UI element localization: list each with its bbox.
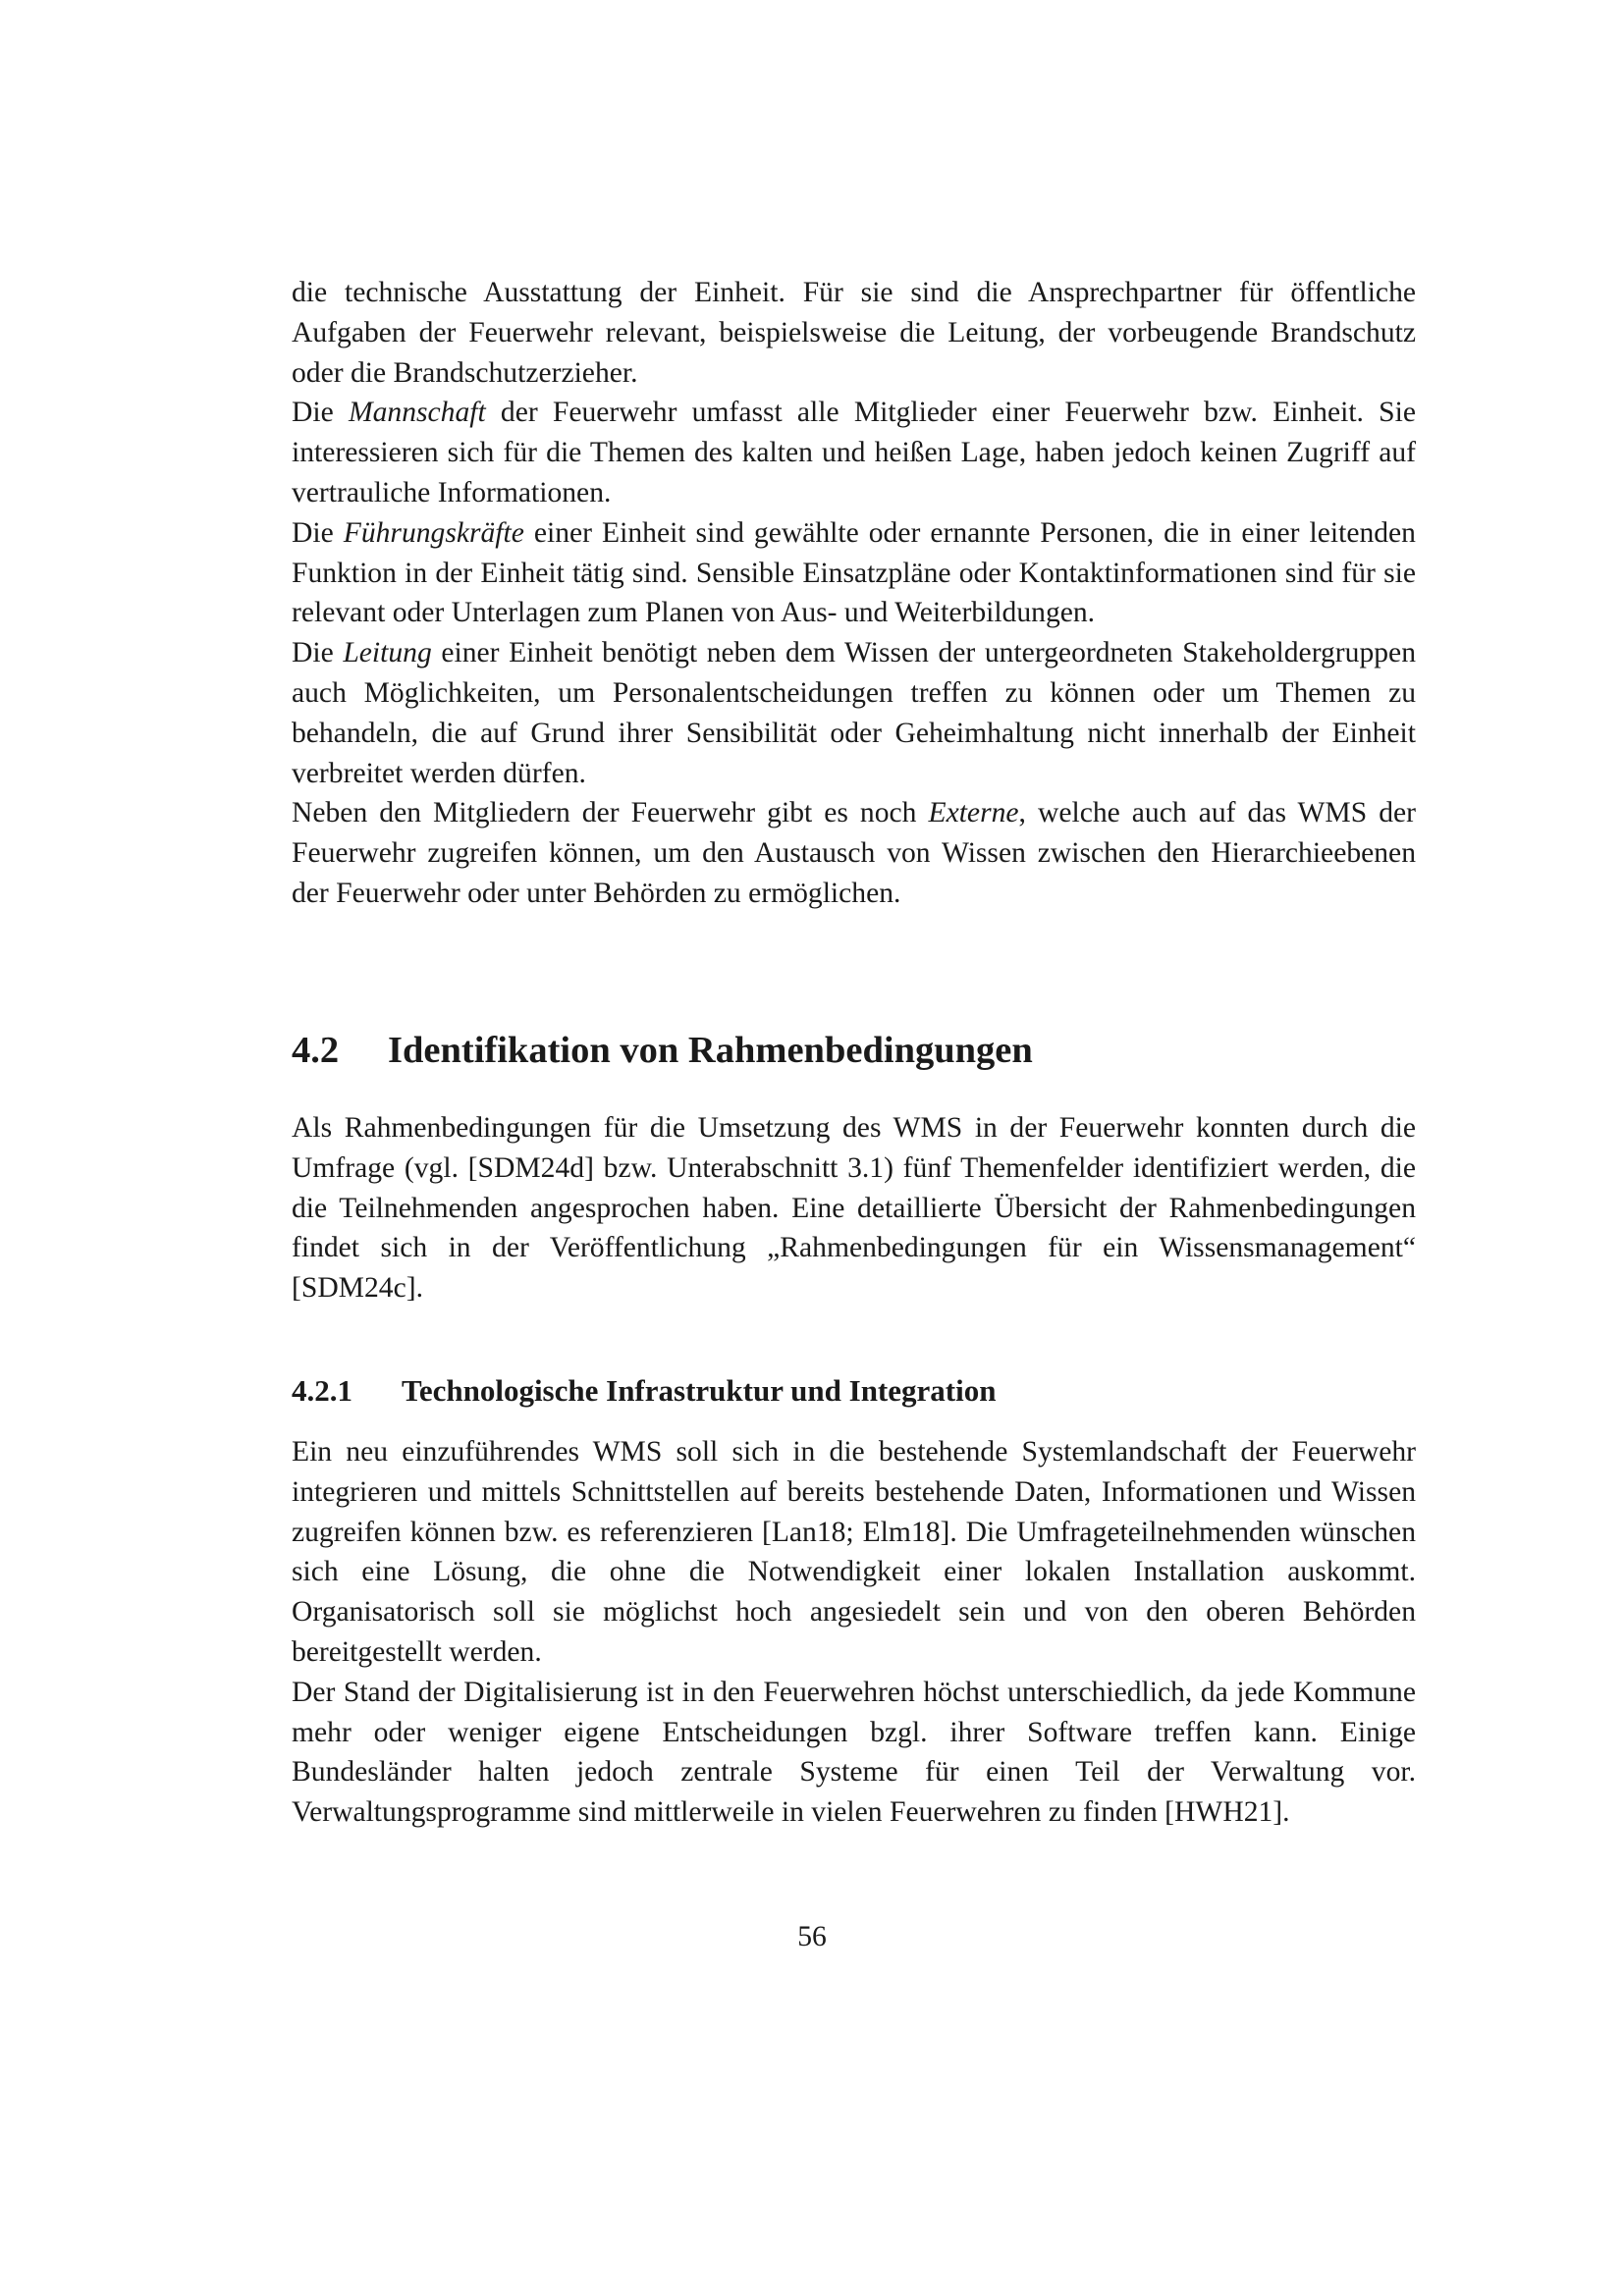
- text-run: Die: [292, 637, 344, 669]
- section-heading: [292, 1026, 1033, 1075]
- intro-paragraph-2: [292, 393, 1416, 512]
- subsection-heading: [292, 1371, 996, 1411]
- subsection-paragraph-2: Der Stand der Digitalisierung ist in den Feuerwehren höchst unterschiedlich, da jede Kommune mehr oder weniger eigene Entscheidungen bzgl. ihrer Software treffen kann. Einige Bundesländer halten jedoch zentrale Systeme für einen Teil der Verwaltung vor. Verwaltungsprogramme sind mittlerweile in vielen Feuerwehren zu finden [HWH21].: [292, 1676, 1416, 1829]
- text-run: der Feuerwehr umfasst alle Mitglieder einer Feuerwehr bzw. Einheit. Sie interessieren sich für die Themen des kalten und heißen Lage, haben jedoch keinen Zugriff auf vertrauliche Informationen.: [292, 397, 1416, 508]
- subsection-title: Technologische Infrastruktur und Integration: [402, 1373, 997, 1408]
- term-mannschaft: Mannschaft: [348, 397, 486, 429]
- subsection-paragraph-1: Ein neu einzuführendes WMS soll sich in die bestehende Systemlandschaft der Feuerwehr integrieren und mittels Schnittstellen auf bereits bestehende Daten, Informationen und Wissen zugreifen können bzw. es referenzieren [Lan18; Elm18]. Die Umfrageteilnehmenden wünschen sich eine Lösung, die ohne die Notwendigkeit einer lokalen Installation auskommt. Organisatorisch soll sie möglichst hoch angesiedelt sein und von den oberen Behörden bereitgestellt werden.: [292, 1436, 1416, 1668]
- page-number: 56: [797, 1921, 827, 1952]
- text-run: , welche auch auf das WMS der Feuerwehr zugreifen können, um den Austausch von Wissen zwischen den Hierarchieebenen der Feuerwehr oder unter Behörden zu ermöglichen.: [292, 797, 1416, 909]
- intro-paragraph-5: [292, 793, 1416, 913]
- term-fuehrungskraefte: Führungskräfte: [343, 516, 524, 549]
- text-run: Neben den Mitgliedern der Feuerwehr gibt es noch: [292, 797, 929, 829]
- subsection-number: 4.2.1: [292, 1373, 352, 1408]
- text-run: Die: [292, 516, 344, 549]
- intro-paragraph-4: [292, 633, 1416, 793]
- section-text-block: [292, 1108, 1416, 1308]
- section-title: Identifikation von Rahmenbedingungen: [388, 1030, 1033, 1071]
- text-run: einer Einheit benötigt neben dem Wissen der untergeordneten Stakeholdergruppen auch Möglichkeiten, um Personalentscheidungen treffen zu können oder um Themen zu behandeln, die auf Grund ihrer Sensibilität oder Geheimhaltung nicht innerhalb der Einheit verbreitet werden dürfen.: [292, 637, 1416, 789]
- intro-paragraph-3: [292, 513, 1416, 633]
- intro-paragraph-1: die technische Ausstattung der Einheit. Für sie sind die Ansprechpartner für öffentliche Aufgaben der Feuerwehr relevant, beispielsweise die Leitung, der vorbeugende Brandschutz oder die Brandschutzerzieher.: [292, 277, 1416, 389]
- section-paragraph-1: Als Rahmenbedingungen für die Umsetzung des WMS in der Feuerwehr konnten durch die Umfrage (vgl. [SDM24d] bzw. Unterabschnitt 3.1) fünf Themenfelder identifiziert werden, die die Teilnehmenden angesprochen haben. Eine detaillierte Übersicht der Rahmenbedingungen findet sich in der Veröffentlichung „Rahmenbedingungen für ein Wissensmanagement“ [SDM24c].: [292, 1112, 1416, 1305]
- term-externe: Externe: [928, 797, 1019, 829]
- subsection-text-block: [292, 1432, 1416, 1833]
- text-run: einer Einheit sind gewählte oder ernannte Personen, die in einer leitenden Funktion in der Einheit tätig sind. Sensible Einsatzpläne oder Kontaktinformationen sind für sie relevant oder Unterlagen zum Planen von Aus- und Weiterbildungen.: [292, 516, 1416, 629]
- term-leitung: Leitung: [343, 637, 432, 669]
- text-run: Die: [292, 397, 349, 429]
- intro-text-block: [292, 273, 1416, 914]
- section-number: 4.2: [292, 1030, 340, 1071]
